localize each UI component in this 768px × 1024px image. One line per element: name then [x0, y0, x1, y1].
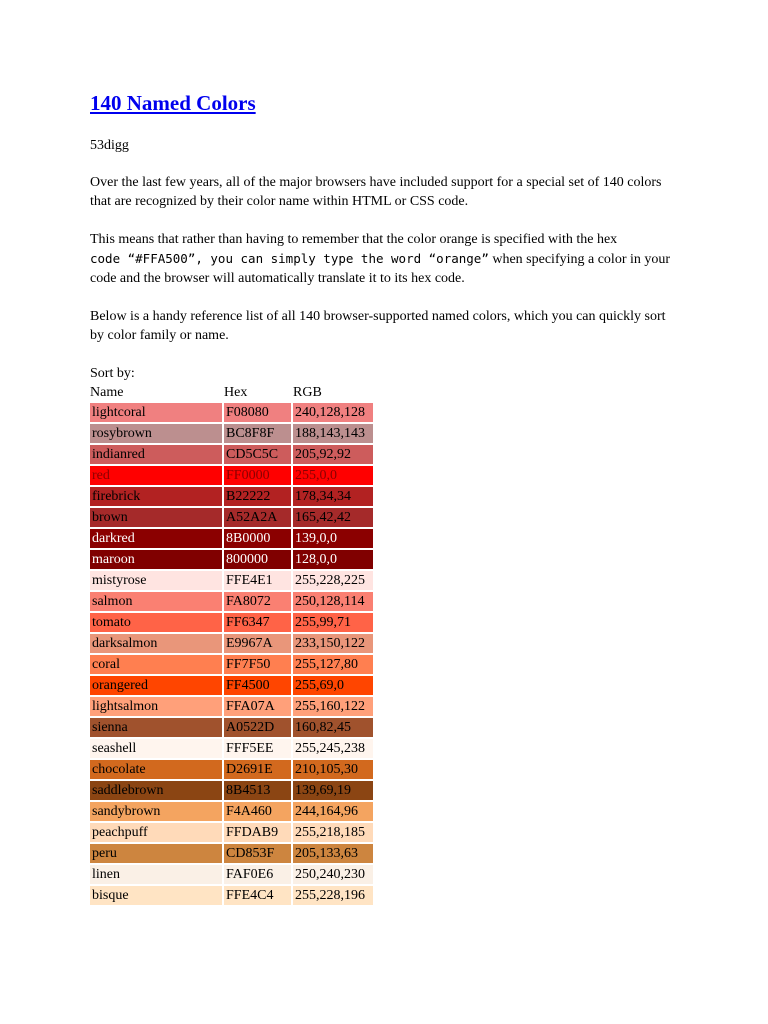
color-rgb-cell: 205,133,63	[291, 844, 373, 865]
table-row	[90, 613, 373, 634]
color-rgb-cell: 178,34,34	[291, 487, 373, 508]
color-hex-cell: D2691E	[222, 760, 291, 781]
color-table-body	[90, 403, 373, 907]
reference-paragraph: Below is a handy reference list of all 140 browser-supported named colors, which you can quickly sort by color family or name.	[90, 309, 666, 343]
color-rgb-cell: 188,143,143	[291, 424, 373, 445]
color-hex-cell: FF6347	[222, 613, 291, 634]
intro-paragraph: Over the last few years, all of the major browsers have included support for a special set of 140 colors that are recognized by their color name within HTML or CSS code.	[90, 175, 662, 209]
color-name-cell: darksalmon	[90, 634, 222, 655]
table-header-row	[90, 383, 373, 403]
table-row	[90, 529, 373, 550]
table-row	[90, 718, 373, 739]
table-row	[90, 802, 373, 823]
table-row	[90, 487, 373, 508]
color-name-cell: firebrick	[90, 487, 222, 508]
color-hex-cell: FFE4C4	[222, 886, 291, 907]
color-hex-cell: FFA07A	[222, 697, 291, 718]
table-row	[90, 445, 373, 466]
header-rgb[interactable]: RGB	[293, 385, 322, 400]
color-name-cell: seashell	[90, 739, 222, 760]
color-name-cell: indianred	[90, 445, 222, 466]
color-name-cell: rosybrown	[90, 424, 222, 445]
table-row	[90, 781, 373, 802]
color-rgb-cell: 128,0,0	[291, 550, 373, 571]
color-name-cell: linen	[90, 865, 222, 886]
table-row	[90, 697, 373, 718]
header-name[interactable]: Name	[90, 385, 124, 400]
color-name-cell: brown	[90, 508, 222, 529]
color-hex-cell: FFF5EE	[222, 739, 291, 760]
color-table	[90, 383, 373, 907]
page-title	[90, 88, 680, 118]
color-rgb-cell: 255,228,225	[291, 571, 373, 592]
table-row	[90, 403, 373, 424]
color-hex-cell: B22222	[222, 487, 291, 508]
color-rgb-cell: 255,127,80	[291, 655, 373, 676]
document-content	[90, 88, 680, 907]
color-hex-cell: A0522D	[222, 718, 291, 739]
color-name-cell: peachpuff	[90, 823, 222, 844]
table-row	[90, 466, 373, 487]
color-name-cell: salmon	[90, 592, 222, 613]
color-hex-cell: FAF0E6	[222, 865, 291, 886]
color-rgb-cell: 255,218,185	[291, 823, 373, 844]
color-hex-cell: 800000	[222, 550, 291, 571]
table-row	[90, 592, 373, 613]
example-text-before: This means that rather than having to remember that the color orange is specified with the hex	[90, 232, 618, 247]
color-hex-cell: F08080	[222, 403, 291, 424]
color-rgb-cell: 255,99,71	[291, 613, 373, 634]
table-row	[90, 823, 373, 844]
table-row	[90, 424, 373, 445]
color-rgb-cell: 210,105,30	[291, 760, 373, 781]
color-name-cell: sienna	[90, 718, 222, 739]
color-name-cell: sandybrown	[90, 802, 222, 823]
color-hex-cell: A52A2A	[222, 508, 291, 529]
color-hex-cell: FF0000	[222, 466, 291, 487]
table-row	[90, 865, 373, 886]
example-paragraph	[90, 230, 680, 288]
title-link[interactable]: 140 Named Colors	[90, 91, 256, 115]
color-rgb-cell: 160,82,45	[291, 718, 373, 739]
color-name-cell: mistyrose	[90, 571, 222, 592]
color-name-cell: lightsalmon	[90, 697, 222, 718]
color-name-cell: coral	[90, 655, 222, 676]
color-name-cell: lightcoral	[90, 403, 222, 424]
color-hex-cell: FFDAB9	[222, 823, 291, 844]
color-name-cell: maroon	[90, 550, 222, 571]
color-name-cell: orangered	[90, 676, 222, 697]
color-hex-cell: 8B0000	[222, 529, 291, 550]
color-rgb-cell: 139,69,19	[291, 781, 373, 802]
color-rgb-cell: 233,150,122	[291, 634, 373, 655]
header-hex[interactable]: Hex	[224, 385, 248, 400]
color-rgb-cell: 165,42,42	[291, 508, 373, 529]
table-row	[90, 634, 373, 655]
table-row	[90, 508, 373, 529]
color-hex-cell: E9967A	[222, 634, 291, 655]
table-row	[90, 844, 373, 865]
table-row	[90, 760, 373, 781]
color-rgb-cell: 255,160,122	[291, 697, 373, 718]
example-text-after: when specifying a color in your code and the browser will automatically translate it to its hex code.	[90, 252, 671, 286]
color-hex-cell: FFE4E1	[222, 571, 291, 592]
color-name-cell: red	[90, 466, 222, 487]
color-rgb-cell: 255,228,196	[291, 886, 373, 907]
color-name-cell: peru	[90, 844, 222, 865]
table-row	[90, 886, 373, 907]
color-rgb-cell: 139,0,0	[291, 529, 373, 550]
example-code: code “#FFA500”, you can simply type the word “orange”	[90, 251, 489, 266]
color-name-cell: saddlebrown	[90, 781, 222, 802]
color-hex-cell: FF7F50	[222, 655, 291, 676]
color-hex-cell: CD853F	[222, 844, 291, 865]
color-rgb-cell: 255,245,238	[291, 739, 373, 760]
sort-by-label: Sort by:	[90, 366, 135, 381]
color-name-cell: tomato	[90, 613, 222, 634]
color-rgb-cell: 255,69,0	[291, 676, 373, 697]
color-hex-cell: CD5C5C	[222, 445, 291, 466]
color-hex-cell: FF4500	[222, 676, 291, 697]
table-row	[90, 676, 373, 697]
author-name: 53digg	[90, 138, 129, 153]
color-name-cell: chocolate	[90, 760, 222, 781]
color-rgb-cell: 250,240,230	[291, 865, 373, 886]
color-name-cell: darkred	[90, 529, 222, 550]
color-rgb-cell: 250,128,114	[291, 592, 373, 613]
color-hex-cell: BC8F8F	[222, 424, 291, 445]
color-hex-cell: 8B4513	[222, 781, 291, 802]
color-rgb-cell: 255,0,0	[291, 466, 373, 487]
color-name-cell: bisque	[90, 886, 222, 907]
color-hex-cell: FA8072	[222, 592, 291, 613]
color-rgb-cell: 244,164,96	[291, 802, 373, 823]
color-rgb-cell: 205,92,92	[291, 445, 373, 466]
table-row	[90, 655, 373, 676]
table-row	[90, 550, 373, 571]
color-rgb-cell: 240,128,128	[291, 403, 373, 424]
table-row	[90, 739, 373, 760]
table-row	[90, 571, 373, 592]
color-hex-cell: F4A460	[222, 802, 291, 823]
